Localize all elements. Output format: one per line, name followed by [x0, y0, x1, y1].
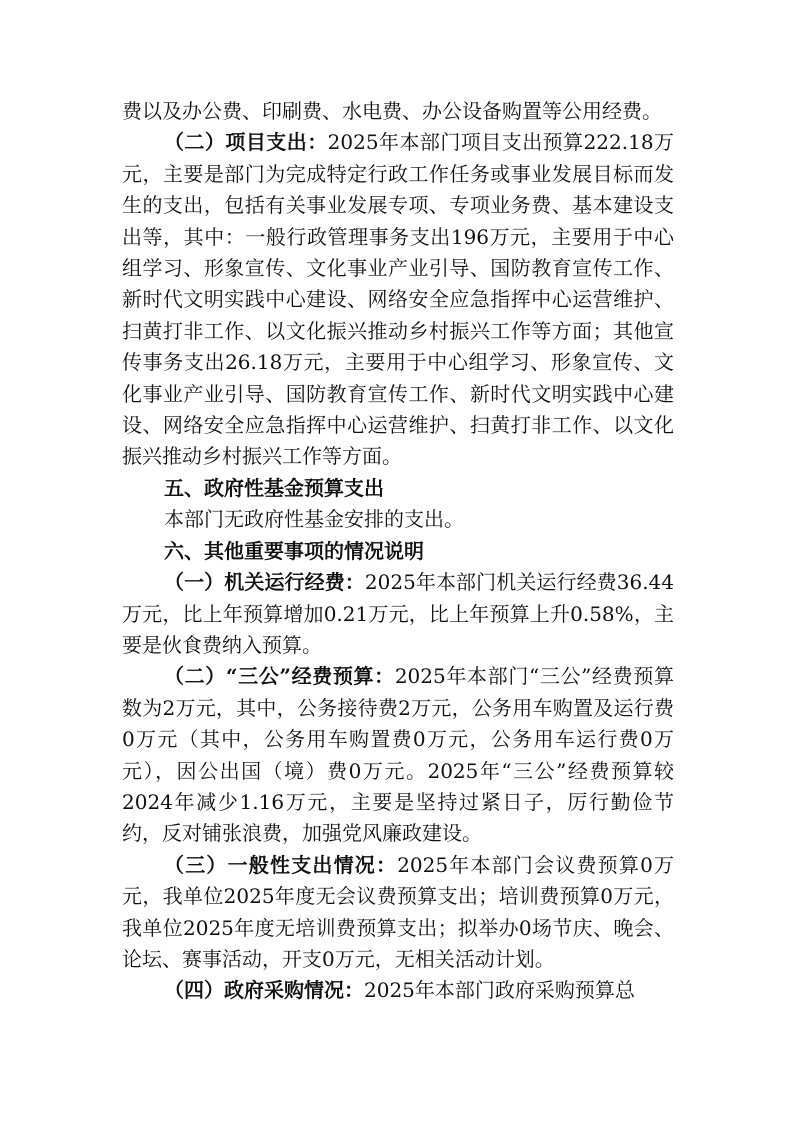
- paragraph-government-fund: [122, 504, 674, 535]
- paragraph-text: 2025年本部门项目支出预算222.18万元，主要是部门为完成特定行政工作任务或事业发展目标而发生的支出，包括有关事业发展专项、专项业务费、基本建设支出等，其中：一般行政管理事务支出196万元，主要用于中心组学习、形象宣传、文化事业产业引导、国防教育宣传工作、新时代文明实践中心建设、网络安全应急指挥中心运营维护、扫黄打非工作、以文化振兴推动乡村振兴工作等方面；其他宣传事务支出26.18万元，主要用于中心组学习、形象宣传、文化事业产业引导、国防教育宣传工作、新时代文明实践中心建设、网络安全应急指挥中心运营维护、扫黄打非工作、以文化振兴推动乡村振兴工作等方面。: [122, 130, 675, 469]
- document-body: [122, 96, 674, 1007]
- paragraph-text: 2025年本部门机关运行经费36.44万元，比上年预算增加0.21万元，比上年预算上升0.58%，主要是伙食费纳入预算。: [122, 570, 675, 657]
- paragraph-text: 2025年本部门政府采购预算总: [364, 978, 635, 1003]
- paragraph-text: 2025年本部门“三公”经费预算数为2万元，其中，公务接待费2万元，公务用车购置及运行费0万元（其中，公务用车购置费0万元，公务用车运行费0万元），因公出国（境）费0万元。2025年“三公”经费预算较2024年减少1.16万元，主要是坚持过紧日子，厉行勤俭节约，反对铺张浪费，加强党风廉政建设。: [122, 664, 674, 846]
- paragraph-project-expenditure: [122, 127, 674, 472]
- paragraph-text: 费以及办公费、印刷费、水电费、办公设备购置等公用经费。: [122, 99, 662, 123]
- paragraph-general-expenditure: [122, 850, 674, 976]
- section-heading-other-matters: 六、其他重要事项的情况说明: [164, 538, 424, 563]
- paragraph-text: 本部门无政府性基金安排的支出。: [164, 507, 464, 532]
- paragraph-label: （一）机关运行经费：: [164, 570, 365, 595]
- paragraph-label: （二）“三公”经费预算：: [164, 664, 395, 689]
- paragraph-public-expense-continuation: [122, 96, 674, 127]
- paragraph-three-public-expenses: [122, 661, 674, 849]
- paragraph-text: 2025年本部门会议费预算0万元，我单位2025年度无会议费预算支出；培训费预算0万元，我单位2025年度无培训费预算支出；拟举办0场节庆、晚会、论坛、赛事活动，开支0万元，无相关活动计划。: [122, 852, 674, 971]
- paragraph-label: （四）政府采购情况：: [164, 978, 364, 1003]
- paragraph-label: （三）一般性支出情况：: [164, 852, 398, 877]
- paragraph-government-procurement: [122, 975, 674, 1006]
- paragraph-operating-expenses: [122, 567, 674, 661]
- paragraph-label: （二）项目支出：: [164, 130, 328, 155]
- section-heading-government-fund: 五、政府性基金预算支出: [164, 475, 384, 500]
